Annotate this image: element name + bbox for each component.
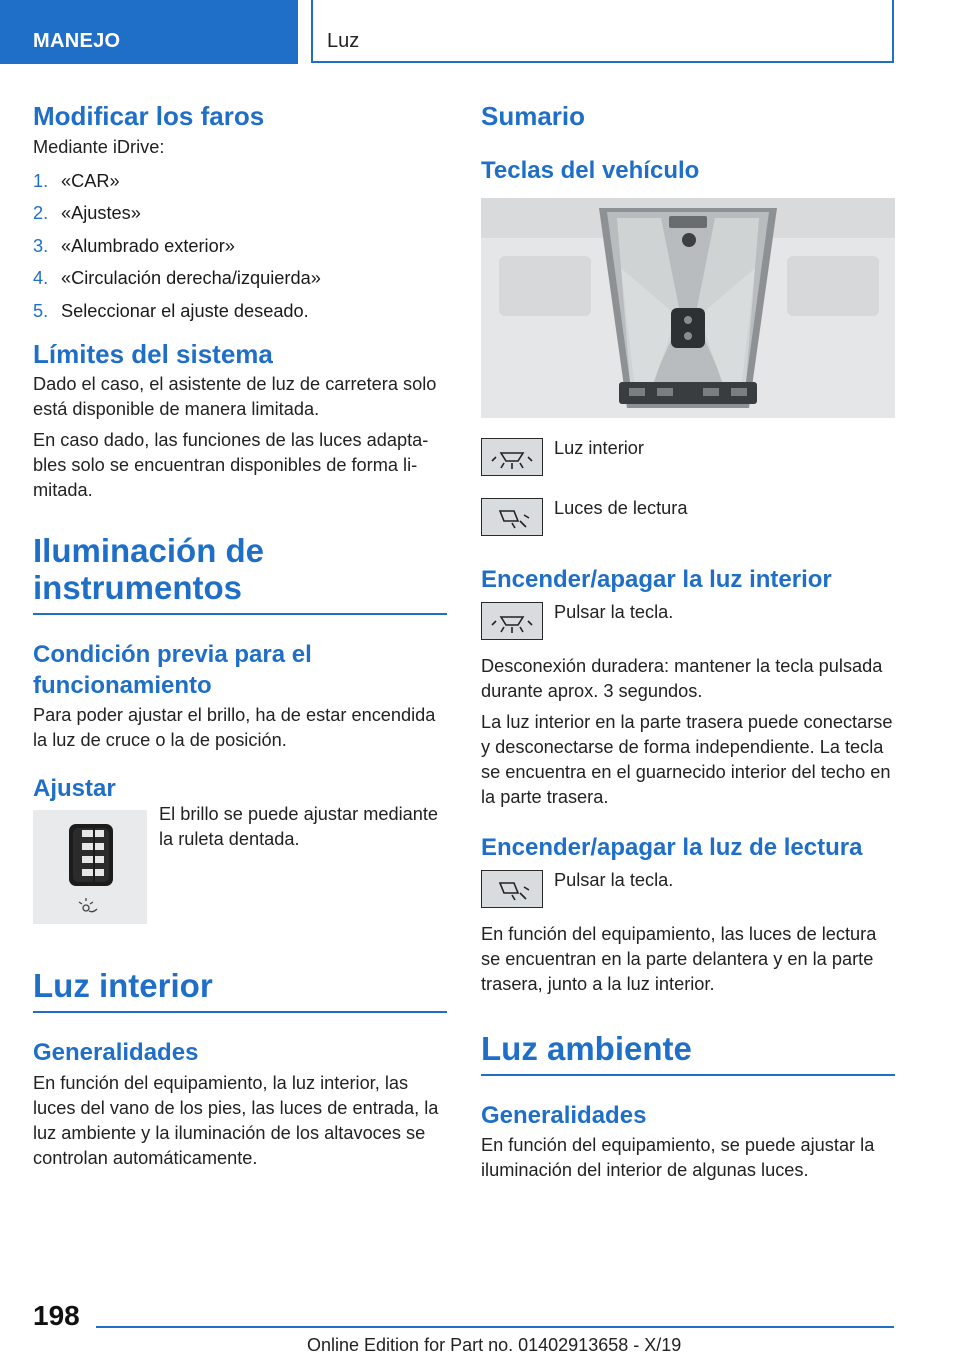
teclas-heading: Teclas del vehículo (481, 156, 700, 184)
encender-interior-heading: Encender/apagar la luz interior (481, 565, 832, 593)
right-column (481, 100, 895, 1183)
generalidades-text: En función del equipamiento, la luz interior, las luces del vano de los pies, las luces de entrada, la luz ambiente y la iluminación de los altavoces se controlan automáticamente. (33, 1072, 439, 1168)
overhead-console-image (481, 198, 895, 418)
limites-heading: Límites del sistema (33, 338, 273, 369)
condicion-heading: Condición previa para el funcionamiento (33, 640, 312, 700)
encender-lectura-text: En función del equipamiento, las luces de lectura se encuentran en la parte delantera y en la parte trasera, junto a la luz interior. (481, 924, 877, 995)
ajustar-heading: Ajustar (33, 775, 116, 803)
faros-intro: Mediante iDrive: (33, 136, 165, 157)
limites-text-2: En caso dado, las funciones de las luces adaptables solo se encuentran disponibles de forma limitada. (33, 430, 429, 500)
interior-light-key-icon (481, 438, 543, 476)
key-row-interior (481, 438, 895, 476)
page-number: 198 (33, 1300, 80, 1331)
list-item: 1. «CAR» (33, 170, 120, 191)
faros-steps (33, 169, 447, 324)
luz-interior-heading: Luz interior (33, 968, 447, 1013)
condicion-text: Para poder ajustar el brillo, ha de estar encendida la luz de cruce o la de posición. (33, 705, 436, 751)
faros-heading: Modificar los faros (33, 101, 265, 131)
limites-text-1: Dado el caso, el asistente de luz de carretera solo está disponible de manera limitada. (33, 374, 437, 419)
reading-light-key-icon (481, 870, 543, 908)
list-item: 2. «Ajustes» (33, 203, 141, 223)
encender-lectura-heading: Encender/apagar la luz de lectura (481, 833, 863, 861)
list-item: 5. Seleccionar el ajuste deseado. (33, 300, 309, 321)
encender-lectura-step: Pulsar la tecla. (554, 870, 674, 891)
encender-interior-row (481, 602, 895, 640)
left-column (33, 100, 447, 1171)
iluminacion-heading: Iluminación de instrumentos (33, 533, 447, 615)
header-chapter-label: Luz (327, 30, 360, 52)
sumario-heading: Sumario (481, 101, 586, 131)
interior-light-key-icon (481, 602, 543, 640)
encender-interior-text-2: La luz interior en la parte trasera puede conectarse y desconectarse de forma independiente. La tecla se encuentra en el guarnecido interior del techo en la parte trasera. (481, 711, 893, 807)
header-chapter-box (311, 0, 894, 63)
key-label-interior: Luz interior (554, 437, 644, 458)
header-section-label: MANEJO (33, 30, 121, 52)
list-item: 3. «Alumbrado exterior» (33, 235, 235, 256)
ajustar-text: El brillo se puede ajustar mediante la ruleta dentada. (159, 804, 439, 850)
encender-lectura-row (481, 870, 895, 908)
key-row-lectura (481, 498, 895, 536)
header-section-tab (0, 0, 298, 64)
ambiente-generalidades-heading: Generalidades (481, 1102, 647, 1130)
key-label-lectura: Luces de lectura (554, 497, 688, 518)
list-item: 4. «Circulación derecha/izquierda» (33, 268, 321, 288)
ajustar-row (33, 804, 447, 924)
luz-ambiente-heading: Luz ambiente (481, 1031, 895, 1076)
reading-light-key-icon (481, 498, 543, 536)
footer-divider (96, 1326, 894, 1328)
encender-interior-text-1: Desconexión duradera: mantener la tecla pulsada durante aprox. 3 segundos. (481, 655, 883, 701)
ambiente-generalidades-text: En función del equipamiento, se puede ajustar la iluminación del interior de algunas luces. (481, 1135, 875, 1181)
footer-edition: Online Edition for Part no. 01402913658 - X/19 (307, 1335, 682, 1355)
encender-interior-step: Pulsar la tecla. (554, 601, 674, 622)
dimmer-wheel-image (33, 810, 147, 924)
generalidades-heading: Generalidades (33, 1039, 199, 1067)
